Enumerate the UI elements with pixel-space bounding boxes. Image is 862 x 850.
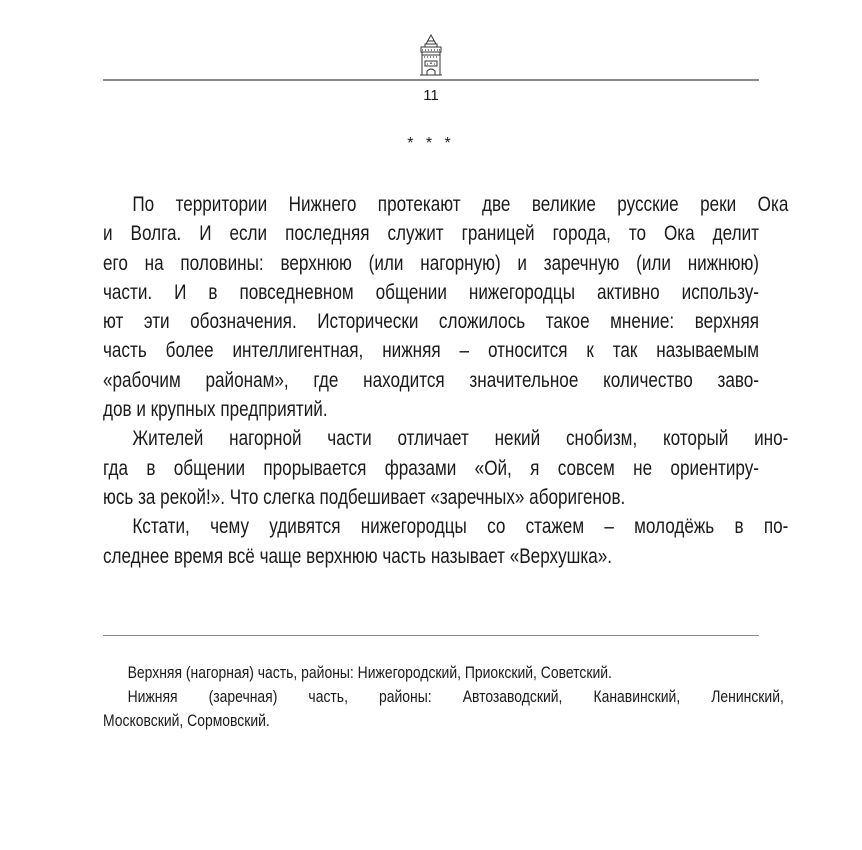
body-text: [103, 190, 789, 571]
text-line: юсь за рекой!». Что слегка подбешивает «заречных» аборигенов.: [103, 485, 626, 509]
header-rule: [103, 79, 759, 81]
section-separator: * * *: [407, 135, 455, 152]
footnote-line: Нижняя (заречная) часть, районы: Автозаводский, Канавинский, Ленинский,: [127, 687, 784, 706]
text-line: его на половины: верхнюю (или нагорную) и заречную (или нижнюю): [103, 251, 759, 275]
paragraph: [103, 512, 789, 571]
text-line: части. И в повседневном общении нижегородцы активно использу-: [103, 280, 759, 304]
text-line: ют эти обозначения. Исторически сложилось такое мнение: верхняя: [103, 310, 759, 334]
text-line: гда в общении прорывается фразами «Ой, я совсем не ориентиру-: [103, 456, 759, 480]
footnote: [103, 661, 759, 685]
text-line: и Волга. И если последняя служит границей города, то Ока делит: [103, 222, 759, 246]
footnote-rule: [103, 635, 759, 636]
footnote-line: Московский, Сормовский.: [103, 711, 270, 730]
text-line: дов и крупных предприятий.: [103, 398, 328, 422]
footnote-line: Верхняя (нагорная) часть, районы: Нижегородский, Приокский, Советский.: [127, 663, 612, 682]
text-line: Жителей нагорной части отличает некий снобизм, который ино-: [132, 427, 789, 451]
text-line: «рабочим районам», где находится значительное количество заво-: [103, 368, 759, 392]
paragraph: [103, 424, 789, 512]
paragraph: [103, 190, 789, 424]
footnotes: [103, 661, 784, 733]
kremlin-tower-icon: [415, 33, 447, 77]
footnote: [103, 685, 784, 733]
text-line: следнее время всё чаще верхнюю часть называет «Верхушка».: [103, 544, 613, 568]
text-line: часть более интеллигентная, нижняя – относится к так называемым: [103, 339, 759, 363]
text-line: По территории Нижнего протекают две великие русские реки Ока: [132, 193, 789, 216]
page-number: 11: [423, 87, 439, 104]
text-line: Кстати, чему удивятся нижегородцы со стажем – молодёжь в по-: [132, 515, 789, 539]
